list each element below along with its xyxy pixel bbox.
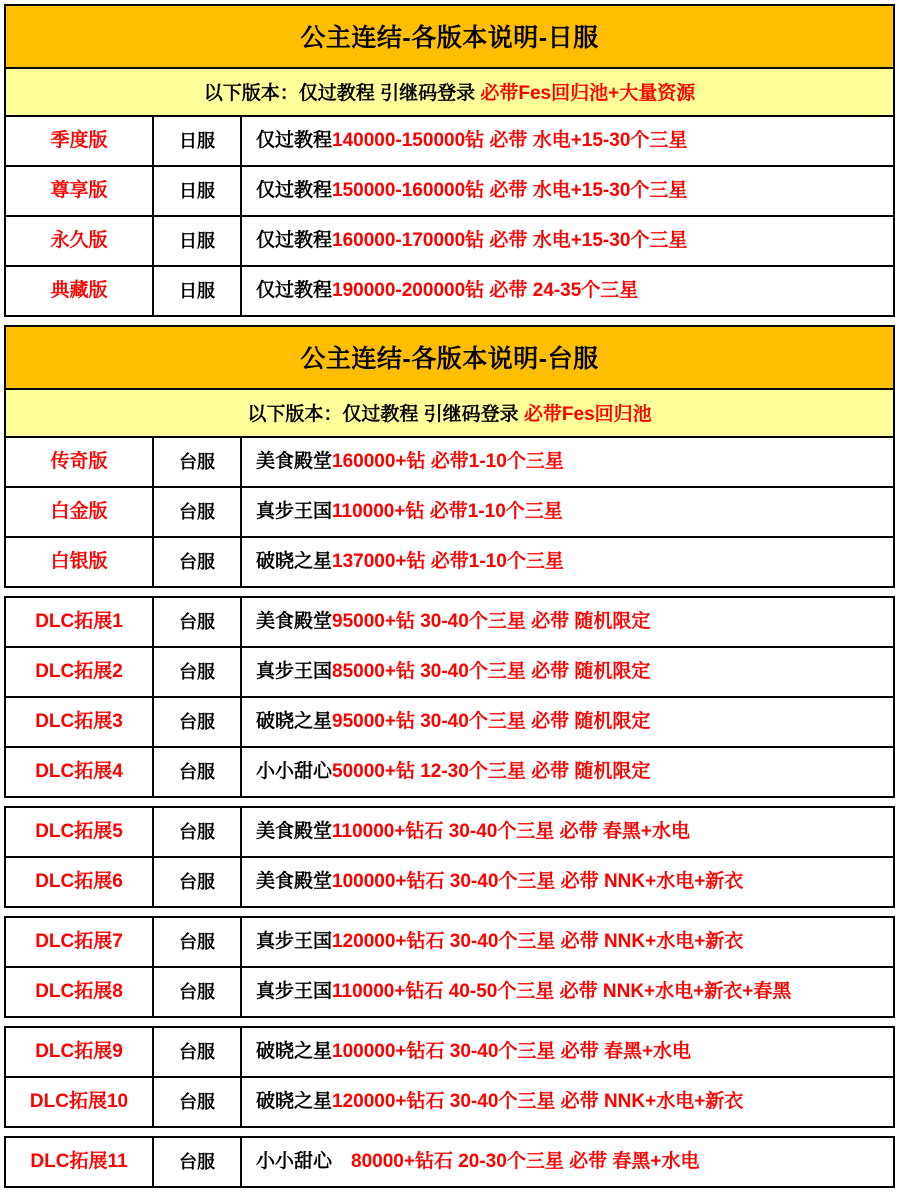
- row-description: [242, 968, 893, 1016]
- description-highlight: 95000+钻 30-40个三星 必带 随机限定: [332, 711, 651, 733]
- description-prefix: 真步王国: [256, 931, 333, 953]
- row-server: 台服: [154, 698, 242, 746]
- row-description: [242, 698, 893, 746]
- table-row: [4, 536, 895, 588]
- subtitle-text-highlight: 必带Fes回归池+大量资源: [480, 83, 696, 104]
- description-highlight: 100000+钻石 30-40个三星 必带 NNK+水电+新衣: [332, 871, 744, 893]
- section-title: 公主连结-各版本说明-日服: [300, 24, 599, 52]
- table-row: [4, 596, 895, 646]
- row-version-name: 典藏版: [6, 267, 154, 315]
- table-row: [4, 696, 895, 746]
- row-description: [242, 648, 893, 696]
- row-server: 台服: [154, 858, 242, 906]
- row-description: [242, 1138, 893, 1186]
- description-highlight: 190000-200000钻 必带 24-35个三星: [332, 280, 639, 302]
- description-prefix: 仅过教程: [256, 130, 333, 152]
- row-version-name: DLC拓展10: [6, 1078, 154, 1126]
- row-server: 日服: [154, 167, 242, 215]
- description-highlight: 50000+钻 12-30个三星 必带 随机限定: [332, 761, 651, 783]
- section-subtitle: [6, 69, 893, 115]
- subtitle-text-plain: 以下版本：仅过教程 引继码登录: [203, 83, 481, 104]
- description-prefix: 美食殿堂: [256, 821, 333, 843]
- table-row: [4, 806, 895, 856]
- section-subtitle-row: [4, 67, 895, 115]
- description-prefix: 小小甜心: [256, 1151, 352, 1173]
- description-prefix: 破晓之星: [256, 1041, 333, 1063]
- row-description: [242, 1078, 893, 1126]
- row-server: 台服: [154, 1138, 242, 1186]
- table-row: [4, 1076, 895, 1128]
- table-row: [4, 486, 895, 536]
- description-prefix: 破晓之星: [256, 1091, 333, 1113]
- row-version-name: DLC拓展5: [6, 808, 154, 856]
- table-row: [4, 265, 895, 317]
- row-description: [242, 858, 893, 906]
- row-server: 台服: [154, 488, 242, 536]
- description-highlight: 95000+钻 30-40个三星 必带 随机限定: [332, 611, 651, 633]
- row-description: [242, 488, 893, 536]
- row-version-name: DLC拓展11: [6, 1138, 154, 1186]
- row-gap: [4, 798, 895, 806]
- table-row: [4, 215, 895, 265]
- description-highlight: 160000-170000钻 必带 水电+15-30个三星: [332, 230, 688, 252]
- row-gap: [4, 317, 895, 325]
- row-description: [242, 598, 893, 646]
- row-description: [242, 1028, 893, 1076]
- subtitle-text-highlight: 必带Fes回归池: [523, 404, 652, 425]
- row-server: 台服: [154, 598, 242, 646]
- row-description: [242, 808, 893, 856]
- row-version-name: 季度版: [6, 117, 154, 165]
- row-server: 台服: [154, 918, 242, 966]
- row-gap: [4, 588, 895, 596]
- row-description: [242, 117, 893, 165]
- table-content: [4, 4, 895, 1188]
- row-version-name: 白银版: [6, 538, 154, 586]
- description-prefix: 美食殿堂: [256, 871, 333, 893]
- table-row: [4, 646, 895, 696]
- row-server: 台服: [154, 1078, 242, 1126]
- description-prefix: 破晓之星: [256, 711, 333, 733]
- row-version-name: 白金版: [6, 488, 154, 536]
- row-server: 日服: [154, 217, 242, 265]
- section-subtitle-row: [4, 388, 895, 436]
- row-server: 台服: [154, 648, 242, 696]
- description-prefix: 真步王国: [256, 661, 333, 683]
- description-highlight: 85000+钻 30-40个三星 必带 随机限定: [332, 661, 651, 683]
- description-highlight: 110000+钻石 40-50个三星 必带 NNK+水电+新衣+春黑: [332, 981, 792, 1003]
- table-row: [4, 165, 895, 215]
- description-highlight: 150000-160000钻 必带 水电+15-30个三星: [332, 180, 688, 202]
- row-server: 台服: [154, 438, 242, 486]
- description-highlight: 100000+钻石 30-40个三星 必带 春黑+水电: [332, 1041, 692, 1063]
- row-server: 台服: [154, 808, 242, 856]
- description-prefix: 真步王国: [256, 501, 333, 523]
- row-server: 台服: [154, 1028, 242, 1076]
- row-version-name: DLC拓展9: [6, 1028, 154, 1076]
- description-highlight: 140000-150000钻 必带 水电+15-30个三星: [332, 130, 688, 152]
- table-row: [4, 746, 895, 798]
- description-prefix: 美食殿堂: [256, 451, 333, 473]
- description-highlight: 137000+钻 必带1-10个三星: [332, 551, 564, 573]
- row-gap: [4, 1128, 895, 1136]
- description-prefix: 破晓之星: [256, 551, 333, 573]
- description-highlight: 110000+钻 必带1-10个三星: [332, 501, 563, 523]
- row-description: [242, 267, 893, 315]
- row-version-name: DLC拓展1: [6, 598, 154, 646]
- row-description: [242, 748, 893, 796]
- row-server: 日服: [154, 117, 242, 165]
- row-description: [242, 538, 893, 586]
- row-version-name: DLC拓展8: [6, 968, 154, 1016]
- row-version-name: 传奇版: [6, 438, 154, 486]
- row-description: [242, 918, 893, 966]
- description-prefix: 美食殿堂: [256, 611, 333, 633]
- row-version-name: 永久版: [6, 217, 154, 265]
- row-server: 台服: [154, 748, 242, 796]
- description-highlight: 120000+钻石 30-40个三星 必带 NNK+水电+新衣: [332, 931, 744, 953]
- row-server: 台服: [154, 968, 242, 1016]
- row-version-name: DLC拓展6: [6, 858, 154, 906]
- row-gap: [4, 908, 895, 916]
- table-row: [4, 436, 895, 486]
- description-prefix: 仅过教程: [256, 280, 333, 302]
- section-subtitle: [6, 390, 893, 436]
- row-version-name: 尊享版: [6, 167, 154, 215]
- row-description: [242, 217, 893, 265]
- table-row: [4, 916, 895, 966]
- description-prefix: 仅过教程: [256, 180, 333, 202]
- table-row: [4, 856, 895, 908]
- description-prefix: 小小甜心: [256, 761, 333, 783]
- subtitle-text-plain: 以下版本：仅过教程 引继码登录: [247, 404, 524, 425]
- section-title-row: [4, 325, 895, 388]
- table-row: [4, 115, 895, 165]
- description-prefix: 真步王国: [256, 981, 333, 1003]
- row-server: 日服: [154, 267, 242, 315]
- section-title-row: [4, 4, 895, 67]
- row-version-name: DLC拓展4: [6, 748, 154, 796]
- row-server: 台服: [154, 538, 242, 586]
- table-row: [4, 1136, 895, 1188]
- description-highlight: 80000+钻石 20-30个三星 必带 春黑+水电: [351, 1151, 700, 1173]
- section-title: 公主连结-各版本说明-台服: [300, 345, 599, 373]
- description-highlight: 160000+钻 必带1-10个三星: [332, 451, 564, 473]
- row-version-name: DLC拓展7: [6, 918, 154, 966]
- table-row: [4, 1026, 895, 1076]
- table-row: [4, 966, 895, 1018]
- row-gap: [4, 1018, 895, 1026]
- row-version-name: DLC拓展2: [6, 648, 154, 696]
- row-version-name: DLC拓展3: [6, 698, 154, 746]
- row-description: [242, 167, 893, 215]
- description-highlight: 120000+钻石 30-40个三星 必带 NNK+水电+新衣: [332, 1091, 744, 1113]
- description-highlight: 110000+钻石 30-40个三星 必带 春黑+水电: [332, 821, 690, 843]
- row-description: [242, 438, 893, 486]
- description-prefix: 仅过教程: [256, 230, 333, 252]
